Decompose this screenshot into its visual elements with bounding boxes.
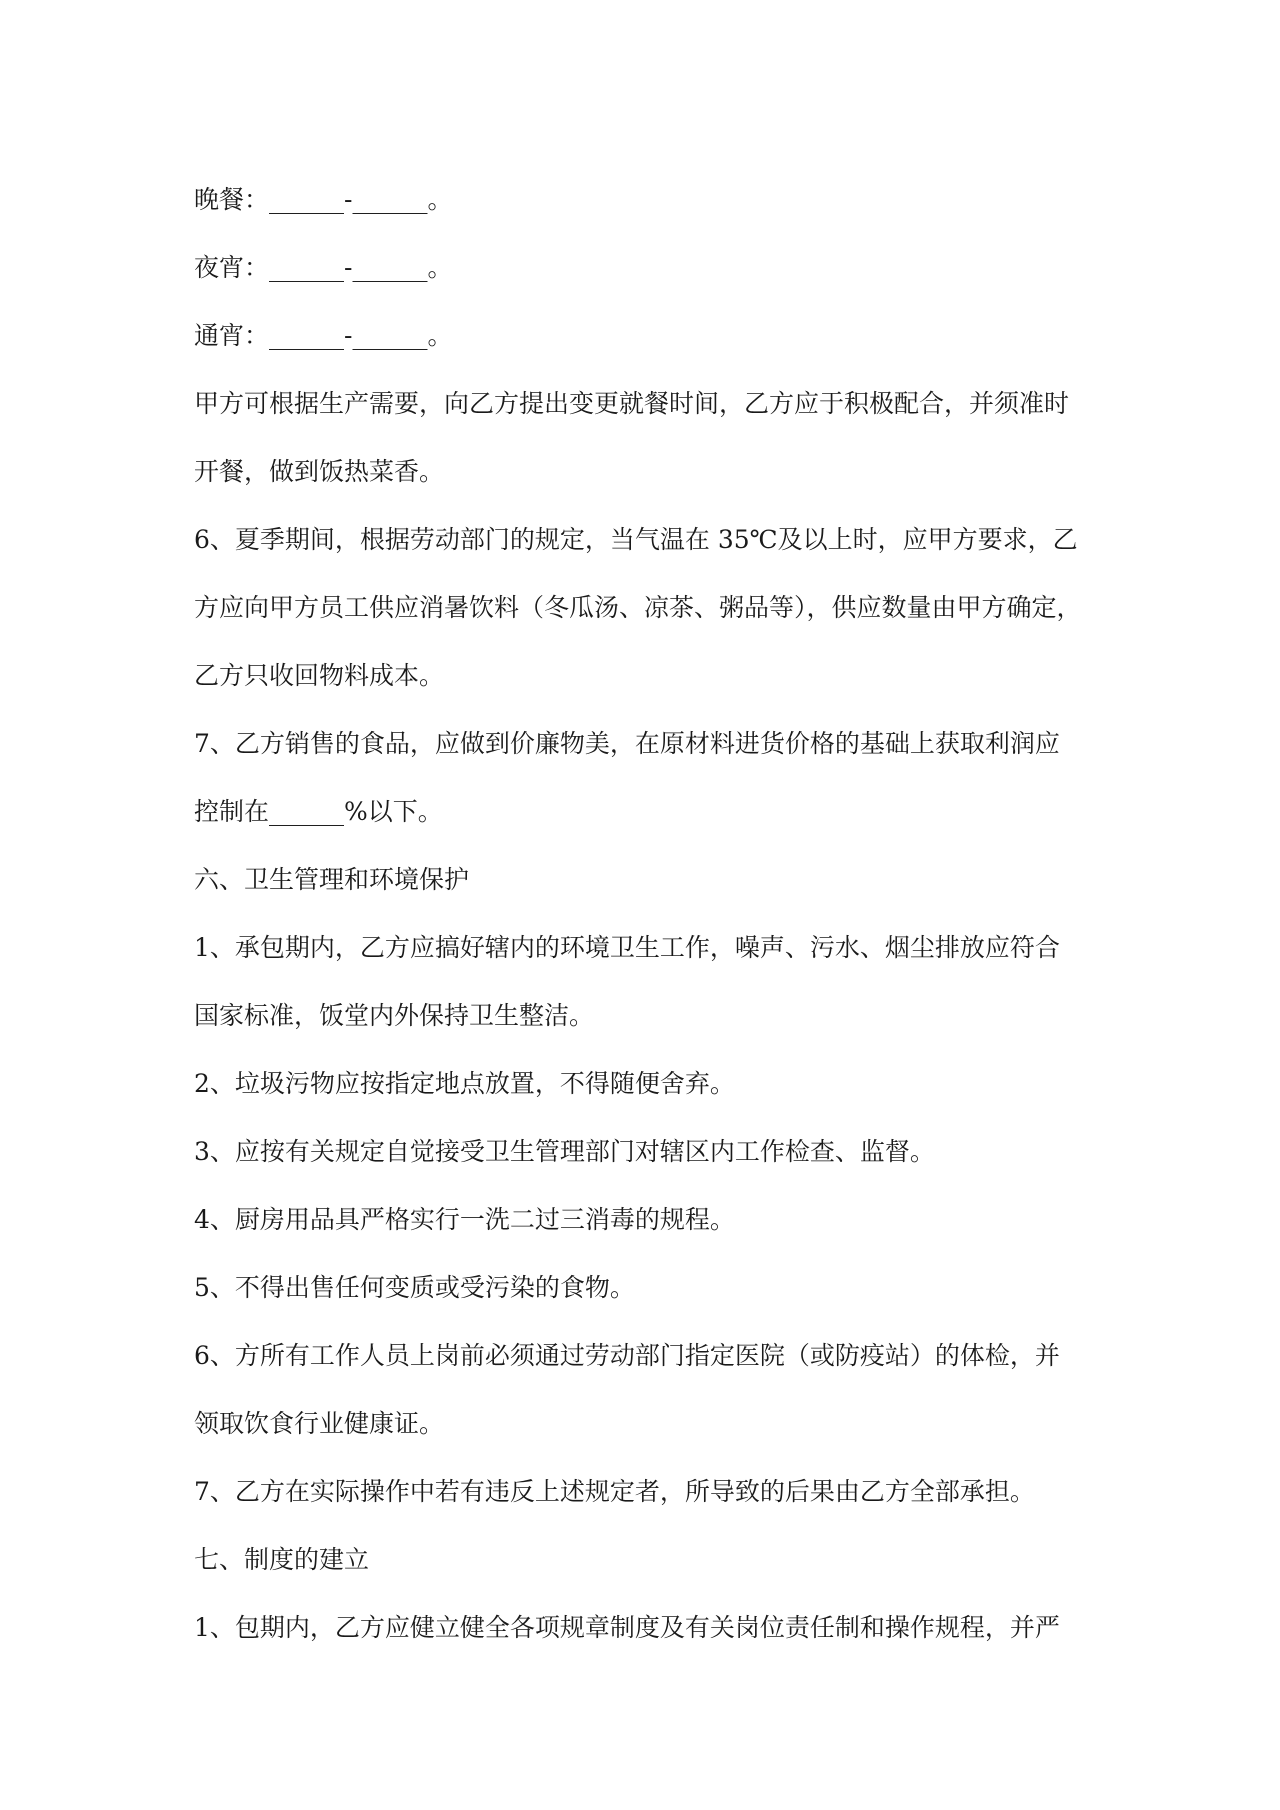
text-line: 1、包期内，乙方应健立健全各项规章制度及有关岗位责任制和操作规程，并严 — [194, 1613, 1060, 1642]
section-heading-rules: 七、制度的建立 — [194, 1545, 370, 1574]
text-line: 1、承包期内，乙方应搞好辖内的环境卫生工作，噪声、污水、烟尘排放应符合 — [194, 933, 1060, 962]
text-line: 5、不得出售任何变质或受污染的食物。 — [194, 1273, 635, 1302]
text-line: 开餐，做到饭热菜香。 — [194, 457, 445, 486]
document-body — [194, 166, 1094, 1662]
text-line: 乙方只收回物料成本。 — [194, 661, 445, 690]
text-line: 国家标准，饭堂内外保持卫生整洁。 — [194, 1001, 595, 1030]
text-line: 4、厨房用品具严格实行一洗二过三消毒的规程。 — [194, 1205, 735, 1234]
text-line: 领取饮食行业健康证。 — [194, 1409, 445, 1438]
text-line: 3、应按有关规定自觉接受卫生管理部门对辖区内工作检查、监督。 — [194, 1137, 935, 1166]
text-line: 2、垃圾污物应按指定地点放置，不得随便舍弃。 — [194, 1069, 735, 1098]
text-line: 控制在______%以下。 — [194, 797, 443, 826]
text-line: 6、方所有工作人员上岗前必须通过劳动部门指定医院（或防疫站）的体检，并 — [194, 1341, 1060, 1370]
section-heading-hygiene: 六、卫生管理和环境保护 — [194, 865, 470, 894]
text-line-dinner: 晚餐：______-______。 — [194, 185, 453, 214]
text-line: 方应向甲方员工供应消暑饮料（冬瓜汤、凉茶、粥品等），供应数量由甲方确定， — [194, 593, 1082, 622]
text-line: 甲方可根据生产需要，向乙方提出变更就餐时间，乙方应于积极配合，并须准时 — [194, 389, 1070, 418]
text-line-overnight: 通宵：______-______。 — [194, 321, 453, 350]
text-line: 6、夏季期间，根据劳动部门的规定，当气温在 35℃及以上时，应甲方要求，乙 — [194, 525, 1078, 554]
text-line: 7、乙方在实际操作中若有违反上述规定者，所导致的后果由乙方全部承担。 — [194, 1477, 1035, 1506]
text-line: 7、乙方销售的食品，应做到价廉物美，在原材料进货价格的基础上获取利润应 — [194, 729, 1060, 758]
text-line-late-snack: 夜宵：______-______。 — [194, 253, 453, 282]
